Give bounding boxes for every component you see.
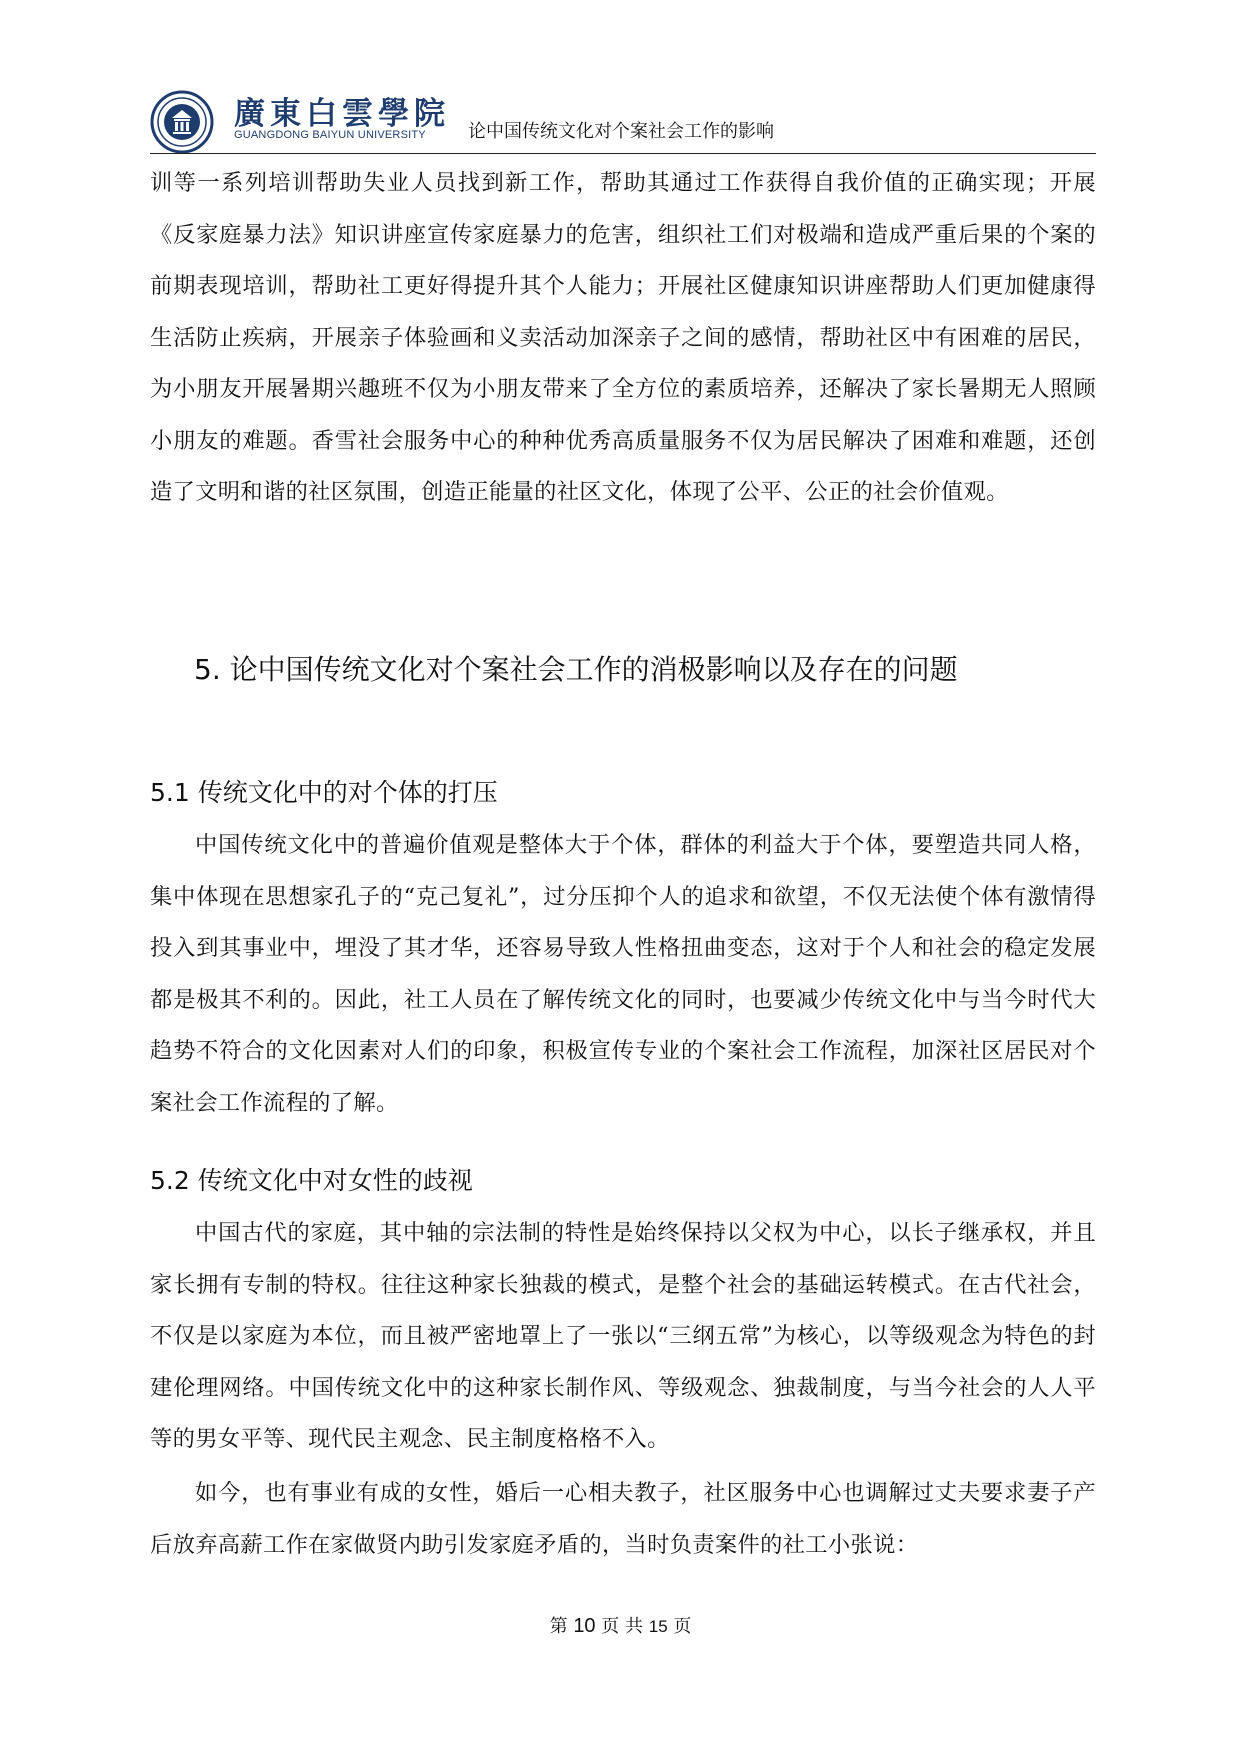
- page-header: [150, 82, 1096, 152]
- section-5-heading: 5. 论中国传统文化对个案社会工作的消极影响以及存在的问题: [194, 653, 958, 686]
- header-divider: [150, 153, 1096, 154]
- section-5-1-paragraph: 中国传统文化中的普遍价值观是整体大于个体，群体的利益大于个体，要塑造共同人格，集中体现在思想家孔子的“克己复礼”，过分压抑个人的追求和欲望，不仅无法使个体有激情得投入到其事业中，埋没了其才华，还容易导致人性格扭曲变态，这对于个人和社会的稳定发展都是极其不利的。因此，社工人员在了解传统文化的同时，也要减少传统文化中与当今时代大趋势不符合的文化因素对人们的印象，积极宣传专业的个案社会工作流程，加深社区居民对个案社会工作流程的了解。: [150, 832, 1096, 1116]
- continued-paragraph: 训等一系列培训帮助失业人员找到新工作，帮助其通过工作获得自我价值的正确实现；开展《反家庭暴力法》知识讲座宣传家庭暴力的危害，组织社工们对极端和造成严重后果的个案的前期表现培训，帮助社工更好得提升其个人能力；开展社区健康知识讲座帮助人们更加健康得生活防止疾病，开展亲子体验画和义卖活动加深亲子之间的感情，帮助社区中有困难的居民，为小朋友开展暑期兴趣班不仅为小朋友带来了全方位的素质培养，还解决了家长暑期无人照顾小朋友的难题。香雪社会服务中心的种种优秀高质量服务不仅为居民解决了困难和难题，还创造了文明和谐的社区氛围，创造正能量的社区文化，体现了公平、公正的社会价值观。: [150, 170, 1096, 505]
- section-5-2-heading: 5.2 传统文化中对女性的歧视: [150, 1166, 473, 1195]
- page-footer: [0, 1612, 1241, 1638]
- university-name-cn: 廣東白雲學院: [234, 96, 450, 132]
- running-title: 论中国传统文化对个案社会工作的影响: [468, 121, 774, 142]
- total-pages: 15: [648, 1617, 668, 1636]
- university-seal-icon: [150, 90, 214, 154]
- section-5-1-heading: 5.1 传统文化中的对个体的打压: [150, 778, 498, 807]
- section-5-2-paragraph-2: 如今，也有事业有成的女性，婚后一心相夫教子，社区服务中心也调解过丈夫要求妻子产后放弃高薪工作在家做贤内助引发家庭矛盾的，当时负责案件的社工小张说：: [150, 1480, 1096, 1558]
- page-number: 10: [573, 1615, 596, 1637]
- section-5-2-paragraph-1: 中国古代的家庭，其中轴的宗法制的特性是始终保持以父权为中心，以长子继承权，并且家长拥有专制的特权。往往这种家长独裁的模式，是整个社会的基础运转模式。在古代社会，不仅是以家庭为本位，而且被严密地罩上了一张以“三纲五常”为核心，以等级观念为特色的封建伦理网络。中国传统文化中的这种家长制作风、等级观念、独裁制度，与当今社会的人人平等的男女平等、现代民主观念、民主制度格格不入。: [150, 1220, 1096, 1452]
- footer-prefix: 第: [549, 1616, 568, 1637]
- university-name-en: GUANGDONG BAIYUN UNIVERSITY: [234, 129, 426, 141]
- footer-suffix: 页: [673, 1616, 692, 1637]
- footer-middle: 页 共: [601, 1616, 644, 1637]
